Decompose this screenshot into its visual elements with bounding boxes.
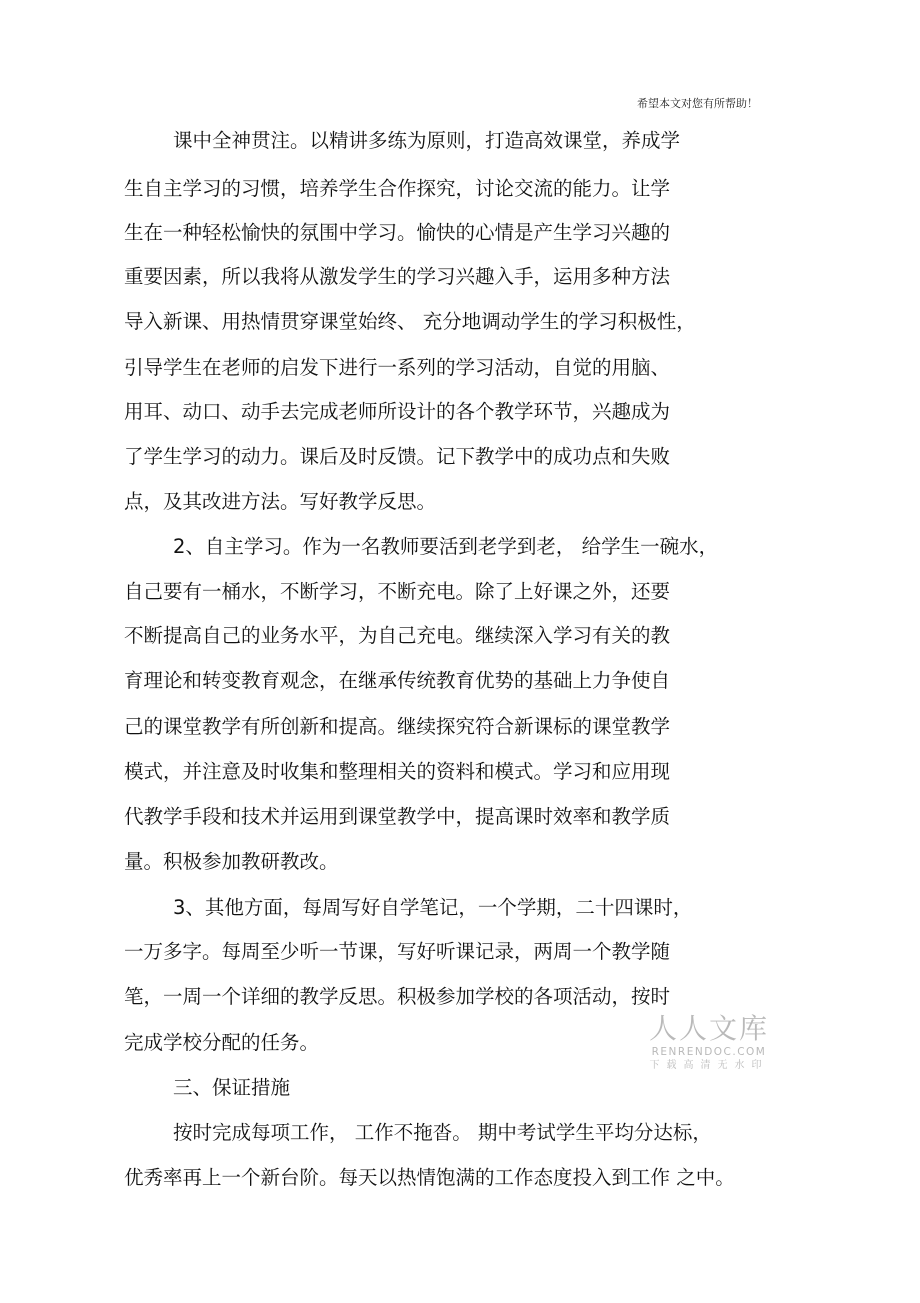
header-note: 希望本文对您有所帮助！ (637, 97, 758, 110)
text-line: 优秀率再上一个新台阶。每天以热情饱满的工作态度投入到工作 之中。 (124, 1166, 735, 1189)
text-line: 用耳、动口、动手去完成老师所设计的各个教学环节，兴趣成为 (124, 400, 671, 423)
text-line: 生在一种轻松愉快的氛围中学习。愉快的心情是产生学习兴趣的 (124, 221, 671, 244)
text-line: 己的课堂教学有所创新和提高。继续探究符合新课标的课堂教学 (124, 715, 671, 738)
text-line: 完成学校分配的任务。 (124, 1031, 320, 1054)
text-line: 了学生学习的动力。课后及时反馈。记下教学中的成功点和失败 (124, 445, 671, 468)
text-line: 重要因素，所以我将从激发学生的学习兴趣入手，运用多种方法 (124, 265, 671, 288)
text-line: 点，及其改进方法。写好教学反思。 (124, 490, 437, 513)
watermark-title: 人人文库 (648, 1012, 769, 1045)
text-line: 2、自主学习。作为一名教师要活到老学到老， 给学生一碗水， (173, 535, 719, 558)
text-line: 育理论和转变教育观念，在继承传统教育优势的基础上力争使自 (124, 669, 671, 692)
text-line: 3、其他方面，每周写好自学笔记，一个学期，二十四课时， (173, 896, 693, 919)
text-line: 导入新课、用热情贯穿课堂始终、 充分地调动学生的学习积极性， (124, 310, 696, 333)
text-line: 一万多字。每周至少听一节课，写好听课记录，两周一个教学随 (124, 940, 671, 963)
watermark-tagline: 下载高清无水印 (649, 1060, 769, 1071)
text-line: 课中全神贯注。以精讲多练为原则，打造高效课堂，养成学 (173, 129, 681, 152)
text-line: 笔，一周一个详细的教学反思。积极参加学校的各项活动，按时 (124, 985, 671, 1008)
text-line: 代教学手段和技术并运用到课堂教学中，提高课时效率和教学质 (124, 805, 671, 828)
section-heading: 三、保证措施 (173, 1076, 291, 1099)
text-line: 引导学生在老师的启发下进行一系列的学习活动，自觉的用脑、 (124, 356, 671, 379)
text-line: 生自主学习的习惯，培养学生合作探究，讨论交流的能力。让学 (124, 177, 671, 200)
text-line: 自己要有一桶水，不断学习，不断充电。除了上好课之外，还要 (124, 580, 671, 603)
text-line: 不断提高自己的业务水平，为自己充电。继续深入学习有关的教 (124, 624, 671, 647)
text-line: 量。积极参加教研教改。 (124, 850, 339, 873)
watermark-logo (646, 1013, 772, 1073)
text-line: 按时完成每项工作， 工作不拖沓。 期中考试学生平均分达标， (173, 1121, 712, 1144)
watermark-domain: RENRENDOC.COM (651, 1046, 767, 1058)
text-line: 模式，并注意及时收集和整理相关的资料和模式。学习和应用现 (124, 760, 671, 783)
